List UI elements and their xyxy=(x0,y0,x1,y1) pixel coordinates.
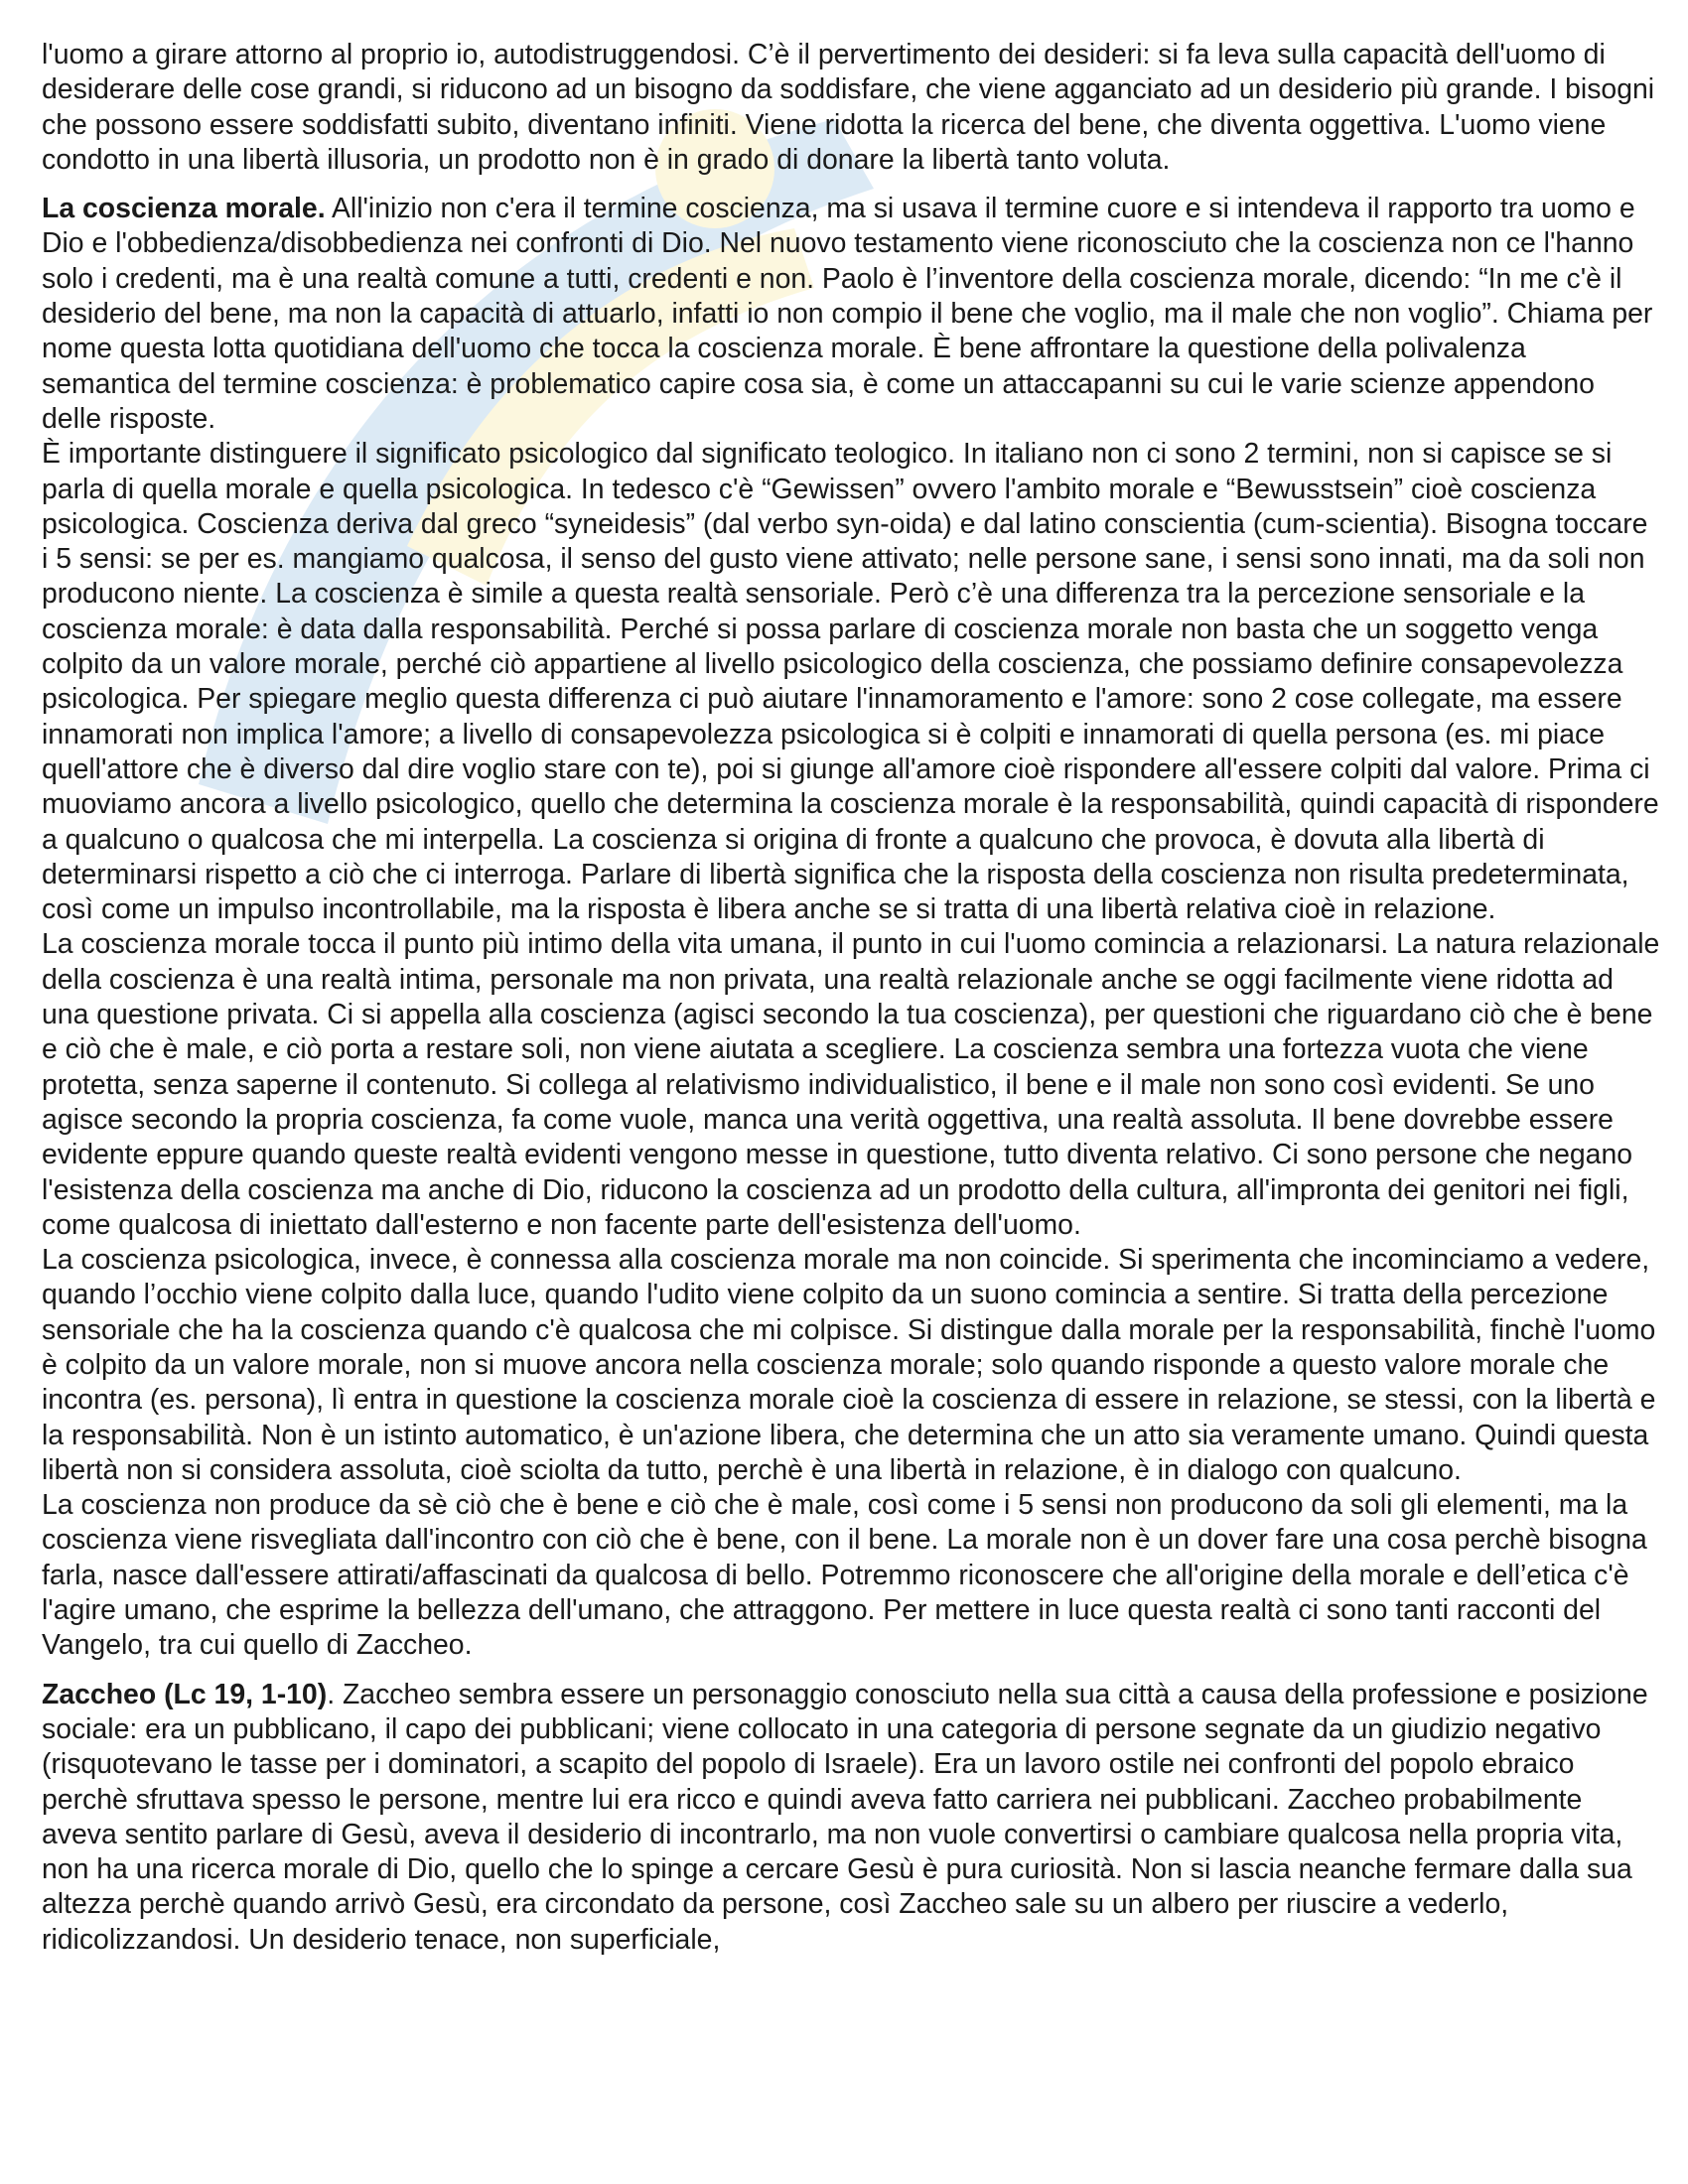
paragraph-coscienza-psicologica xyxy=(42,1243,1660,1488)
paragraph-text: . Zaccheo sembra essere un personaggio conosciuto nella sua città a causa della professione e posizione sociale: era un pubblicano, il capo dei pubblicani; viene collocato in una categoria di persone segnate da un giudizio negativo (risquotevano le tasse per i dominatori, a scapito del popolo di Israele). Era un lavoro ostile nei confronti del popolo ebraico perchè sfruttava spesso le persone, mentre lui era ricco e quindi aveva fatto carriera nei pubblicani. Zaccheo probabilmente aveva sentito parlare di Gesù, aveva il desiderio di incontrarlo, ma non vuole convertirsi o cambiare qualcosa nella propria vita, non ha una ricerca morale di Dio, quello che lo spinge a cercare Gesù è pura curiosità. Non si lascia neanche fermare dalla sua altezza perchè quando arrivò Gesù, era circondato da persone, così Zaccheo sale su un albero per riuscire a vederlo, ridicolizzandosi. Un desiderio tenace, non superficiale, xyxy=(42,1678,1648,1956)
paragraph-text: È importante distinguere il significato psicologico dal significato teologico. In italiano non ci sono 2 termini, non si capisce se si parla di quella morale e quella psicologica. In tedesco c'è “Gewissen” ovvero l'ambito morale e “Bewusstsein” cioè coscienza psicologica. Coscienza deriva dal greco “syneidesis” (dal verbo syn-oida) e dal latino conscientia (cum-scientia). Bisogna toccare i 5 sensi: se per es. mangiamo qualcosa, il senso del gusto viene attivato; nelle persone sane, i sensi sono innati, ma da soli non producono niente. La coscienza è simile a questa realtà sensoriale. Però c’è una differenza tra la percezione sensoriale e la coscienza morale: è data dalla responsabilità. Perché si possa parlare di coscienza morale non basta che un soggetto venga colpito da un valore morale, perché ciò appartiene al livello psicologico della coscienza, che possiamo definire consapevolezza psicologica. Per spiegare meglio questa differenza ci può aiutare l'innamoramento e l'amore: sono 2 cose collegate, ma essere innamorati non implica l'amore; a livello di consapevolezza psicologica si è colpiti e innamorati di quella persona (es. mi piace quell'attore che è diverso dal dire voglio stare con te), poi si giunge all'amore cioè rispondere all'essere colpiti dal valore. Prima ci muoviamo ancora a livello psicologico, quello che determina la coscienza morale è la responsabilità, quindi capacità di rispondere a qualcuno o qualcosa che mi interpella. La coscienza si origina di fronte a qualcuno che provoca, è dovuta alla libertà di determinarsi rispetto a ciò che ci interroga. Parlare di libertà significa che la risposta della coscienza non risulta predeterminata, così come un impulso incontrollabile, ma la risposta è libera anche se si tratta di una libertà relativa cioè in relazione. xyxy=(42,438,1659,926)
paragraph-intro xyxy=(42,38,1660,178)
paragraph-text: La coscienza non produce da sè ciò che è bene e ciò che è male, così come i 5 sensi non producono da soli gli elementi, ma la coscienza viene risvegliata dall'incontro con ciò che è bene, con il bene. La morale non è un dover fare una cosa perchè bisogna farla, nasce dall'essere attirati/affascinati da qualcosa di bello. Potremmo riconoscere che all'origine della morale e dell’etica c'è l'agire umano, che esprime la bellezza dell'umano, che attraggono. Per mettere in luce questa realtà ci sono tanti racconti del Vangelo, tra cui quello di Zaccheo. xyxy=(42,1489,1647,1662)
paragraph-significato xyxy=(42,437,1660,927)
paragraph-coscienza-morale xyxy=(42,192,1660,437)
paragraph-text: La coscienza morale tocca il punto più intimo della vita umana, il punto in cui l'uomo comincia a relazionarsi. La natura relazionale della coscienza è una realtà intima, personale ma non privata, una realtà relazionale anche se oggi facilmente viene ridotta ad una questione privata. Ci si appella alla coscienza (agisci secondo la tua coscienza), per questioni che riguardano ciò che è bene e ciò che è male, e ciò porta a restare soli, non viene aiutata a scegliere. La coscienza sembra una fortezza vuota che viene protetta, senza saperne il contenuto. Si collega al relativismo individualistico, il bene e il male non sono così evidenti. Se uno agisce secondo la propria coscienza, fa come vuole, manca una verità oggettiva, una realtà assoluta. Il bene dovrebbe essere evidente eppure quando queste realtà evidenti vengono messe in questione, tutto diventa relativo. Ci sono persone che negano l'esistenza della coscienza ma anche di Dio, riducono la coscienza ad un prodotto della cultura, all'impronta dei genitori nei figli, come qualcosa di iniettato dall'esterno e non facente parte dell'esistenza dell'uomo. xyxy=(42,928,1660,1241)
paragraph-text: l'uomo a girare attorno al proprio io, autodistruggendosi. C’è il pervertimento dei desideri: si fa leva sulla capacità dell'uomo di desiderare delle cose grandi, si riducono ad un bisogno da soddisfare, che viene agganciato ad un desiderio più grande. I bisogni che possono essere soddisfatti subito, diventano infiniti. Viene ridotta la ricerca del bene, che diventa oggettiva. L'uomo viene condotto in una libertà illusoria, un prodotto non è in grado di donare la libertà tanto voluta. xyxy=(42,39,1655,176)
paragraph-text: La coscienza psicologica, invece, è connessa alla coscienza morale ma non coincide. Si sperimenta che incominciamo a vedere, quando l’occhio viene colpito dalla luce, quando l'udito viene colpito da un suono comincia a sentire. Si tratta della percezione sensoriale che ha la coscienza quando c'è qualcosa che mi colpisce. Si distingue dalla morale per la responsabilità, finchè l'uomo è colpito da un valore morale, non si muove ancora nella coscienza morale; solo quando risponde a questo valore morale che incontra (es. persona), lì entra in questione la coscienza morale cioè la coscienza di essere in relazione, se stessi, con la libertà e la responsabilità. Non è un istinto automatico, è un'azione libera, che determina che un atto sia veramente umano. Quindi questa libertà non si considera assoluta, cioè sciolta da tutto, perchè è una libertà in relazione, è in dialogo con qualcuno. xyxy=(42,1244,1656,1486)
section-heading: La coscienza morale. xyxy=(42,193,326,225)
paragraph-bene-male xyxy=(42,1488,1660,1663)
paragraph-punto-intimo xyxy=(42,927,1660,1243)
document-page xyxy=(42,38,1660,1958)
paragraph-text: All'inizio non c'era il termine coscienza, ma si usava il termine cuore e si intendeva il rapporto tra uomo e Dio e l'obbedienza/disobbedienza nei confronti di Dio. Nel nuovo testamento viene riconosciuto che la coscienza non ce l'hanno solo i credenti, ma è una realtà comune a tutti, credenti e non. Paolo è l’inventore della coscienza morale, dicendo: “In me c'è il desiderio del bene, ma non la capacità di attuarlo, infatti io non compio il bene che voglio, ma il male che non voglio”. Chiama per nome questa lotta quotidiana dell'uomo che tocca la coscienza morale. È bene affrontare la questione della polivalenza semantica del termine coscienza: è problematico capire cosa sia, è come un attaccapanni su cui le varie scienze appendono delle risposte. xyxy=(42,193,1653,435)
section-heading: Zaccheo (Lc 19, 1-10) xyxy=(42,1678,328,1710)
paragraph-zaccheo xyxy=(42,1678,1660,1958)
